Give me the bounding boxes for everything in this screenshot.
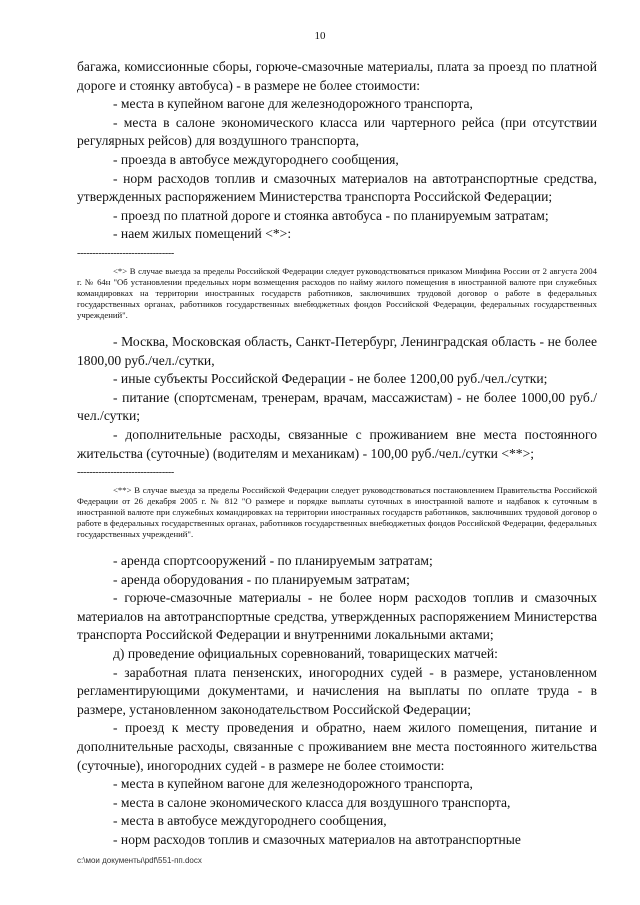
- paragraph: - иные субъекты Российской Федерации - не более 1200,00 руб./чел./сутки;: [113, 371, 548, 387]
- paragraph: - норм расходов топлив и смазочных материалов на автотранспортные средства, утвержденных распоряжением Министерства транспорта Российской Федерации;: [77, 170, 597, 205]
- paragraph: - места в салоне экономического класса для воздушного транспорта,: [113, 794, 511, 810]
- paragraph: - аренда оборудования - по планируемым затратам;: [113, 571, 410, 587]
- paragraph: - места в салоне экономического класса или чартерного рейса (при отсутствии регулярных рейсов) для воздушного транспорта,: [77, 114, 597, 149]
- footnote: <**> В случае выезда за пределы Российской Федерации следует руководствоваться постановлением Правительства Российской Федерации от 26 декабря 2005 г. № 812 "О размере и порядке выплаты суточных в иностранной валюте и надбавок к суточным в иностранной валюте при служебных командировках на территории иностранных государств работников, заключивших трудовой договор о работе в федеральных государственных органах, работников государственных внебюджетных фондов Российской Федерации, федеральных государственных учреждений".: [77, 485, 597, 540]
- page-number: 10: [314, 30, 326, 42]
- paragraph: - места в купейном вагоне для железнодорожного транспорта,: [113, 96, 473, 112]
- paragraph: - горюче-смазочные материалы - не более норм расходов топлив и смазочных материалов на автотранспортные средства, утвержденных распоряжением Министерства транспорта Российской Федерации и внутренними локальными актами;: [77, 590, 597, 643]
- paragraph: д) проведение официальных соревнований, товарищеских матчей:: [113, 646, 498, 662]
- paragraph: - аренда спортсооружений - по планируемым затратам;: [113, 553, 433, 569]
- paragraph: багажа, комиссионные сборы, горюче-смазочные материалы, плата за проезд по платной дороге и стоянку автобуса) - в размере не более стоимости:: [77, 59, 597, 93]
- paragraph: - норм расходов топлив и смазочных материалов на автотранспортные: [113, 832, 521, 847]
- footnote: <*> В случае выезда за пределы Российской Федерации следует руководствоваться приказом Минфина России от 2 августа 2004 г. № 64н "Об установлении предельных норм возмещения расходов по найму жилого помещения в иностранной валюте при служебных командировках на территории иностранных государств работников, заключивших трудовой договор о работе в федеральных государственных органах, работников государственных внебюджетных фондов Российской Федерации, федеральных государственных учреждений".: [77, 265, 597, 320]
- paragraph: - заработная плата пензенских, иногородних судей - в размере, установленном регламентирующими документами, и начисления на выплаты по оплате труда - в размере, установленном законодательством Российской Федерации;: [77, 664, 597, 717]
- paragraph: - проезд к месту проведения и обратно, наем жилого помещения, питание и дополнительные расходы, связанные с проживанием вне места постоянного жительства (суточные), иногородних судей - в размере не более стоимости:: [77, 720, 597, 773]
- paragraph: - проезд по платной дороге и стоянка автобуса - по планируемым затратам;: [113, 207, 549, 223]
- footnote-separator: --------------------------------: [77, 247, 174, 259]
- file-path: c:\мои документы\pdf\551-пп.docx: [77, 856, 202, 865]
- paragraph: - наем жилых помещений <*>:: [113, 226, 292, 242]
- footnote-separator: --------------------------------: [77, 467, 174, 479]
- paragraph: - места в автобусе междугороднего сообщения,: [113, 813, 387, 829]
- paragraph: - Москва, Московская область, Санкт-Петербург, Ленинградская область - не более 1800,00 руб./чел./сутки,: [77, 333, 597, 368]
- paragraph: - дополнительные расходы, связанные с проживанием вне места постоянного жительства (суточные) (водителям и механикам) - 100,00 руб./чел./сутки <**>;: [77, 426, 597, 461]
- paragraph: - места в купейном вагоне для железнодорожного транспорта,: [113, 776, 473, 792]
- paragraph: - питание (спортсменам, тренерам, врачам, массажистам) - не более 1000,00 руб./чел./сутки;: [77, 389, 597, 424]
- document-body: [77, 58, 597, 850]
- paragraph: - проезда в автобусе междугороднего сообщения,: [113, 151, 399, 167]
